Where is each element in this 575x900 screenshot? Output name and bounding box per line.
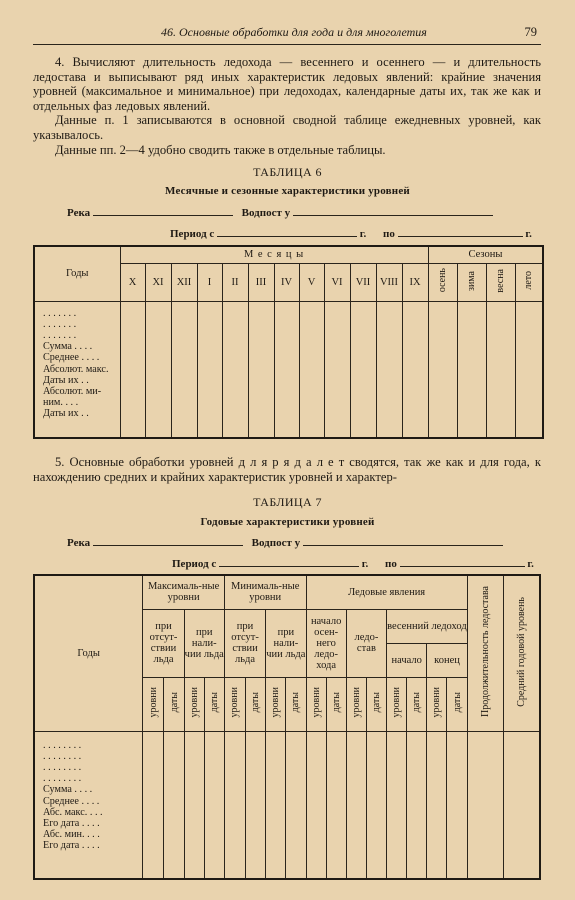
table7-max-absent: при отсут-ствии льда [143, 609, 184, 677]
table7-min-absent: при отсут-ствии льда [224, 609, 265, 677]
paragraph-5: 5. Основные обработки уровней д л я р я д а л е т сводятся, так же как и для года, к нахождению средних и крайних характеристик уровней и характер- [33, 455, 541, 484]
table7-col-years: Годы [34, 575, 143, 731]
table7-grid [33, 574, 541, 880]
table6-season-spring: весна [486, 263, 515, 301]
table6-month-7: VII [350, 263, 376, 301]
table7-max-present: при нали-чии льда [184, 609, 224, 677]
table6-to-blank [398, 228, 523, 237]
table7-name: ТАБЛИЦА 7 [253, 495, 322, 509]
table7-period-label: Период с [172, 558, 217, 570]
table7-river-line [67, 537, 503, 549]
table6-month-12: XII [171, 263, 197, 301]
table7-leaf-levels: уровни [306, 677, 326, 731]
table7-post-blank [303, 537, 503, 546]
table7-leaf-levels: уровни [184, 677, 204, 731]
table6-to-label: по [383, 228, 395, 240]
table6-season-winter: зима [457, 263, 486, 301]
table6-col-years: Годы [34, 246, 120, 301]
table7-leaf-levels: уровни [143, 677, 164, 731]
table7-leaf-levels: уровни [387, 677, 407, 731]
table6-month-2: II [222, 263, 248, 301]
paragraph-4: 4. Вычисляют длительность ледохода — весеннего и осеннего — и длительность ледостава и выписывают ряд иных характеристик ледовых явлений: крайние значения уровней (максимальное и минимальное) при ледоходах, календарные даты их, так же как и отдельных фаз ледовых явлений. [33, 55, 541, 113]
page-number: 79 [524, 25, 537, 39]
table7-spring-end: конец [427, 643, 467, 677]
table7-group-ice: Ледовые явления [306, 575, 467, 609]
intro-text [33, 55, 541, 157]
table7-leaf-dates: даты [164, 677, 184, 731]
table6-post-label: Водпост у [241, 207, 291, 219]
running-head [33, 20, 541, 45]
table7-min-present: при нали-чии льда [266, 609, 306, 677]
table7-spring-start: начало [387, 643, 427, 677]
running-head-title: 46. Основные обработки для года и для многолетия [161, 25, 427, 39]
table7-leaf-levels: уровни [266, 677, 286, 731]
table6-year-end-label: г. [525, 228, 532, 240]
table6-period-label: Период с [170, 228, 215, 240]
table6-season-summer: лето [515, 263, 543, 301]
table6-post-blank [293, 207, 493, 216]
table7-freeze: ледо-став [346, 609, 386, 677]
table7-row-labels: . . . . . . . . . . . . . . . . . . . . . . . . . . . . . . . . Сумма . . . . Среднее . . . . Абс. макс. . . . Его дата . . . . Абс. мин. . . . Его дата . . . . [34, 731, 143, 879]
table7-leaf-levels: уровни [346, 677, 366, 731]
table6-row-labels: . . . . . . . . . . . . . . . . . . . . . Сумма . . . . Среднее . . . . Абсолют. макс. Даты их . . Абсолют. ми- ним. . . . Даты их . . [34, 301, 120, 438]
table6-month-9: IX [402, 263, 428, 301]
table6-month-3: III [248, 263, 274, 301]
table6-month-11: XI [145, 263, 171, 301]
paragraph-data-1: Данные п. 1 записываются в основной сводной таблице ежедневных уровней, как указывалось. [33, 113, 541, 142]
table7-autumn-drift: начало осен-него ледо-хода [306, 609, 346, 677]
table7-post-label: Водпост у [251, 537, 301, 549]
table7-leaf-dates: даты [407, 677, 427, 731]
table7-spring-drift: весенний ледоход [387, 609, 468, 643]
table7-col-mean-level: Средний годовой уровень [503, 575, 540, 731]
table6-month-4: IV [274, 263, 299, 301]
table6-month-1: I [197, 263, 222, 301]
table6-from-blank [217, 228, 357, 237]
table6-month-8: VIII [376, 263, 402, 301]
table6-river-line [67, 207, 493, 219]
table6-river-blank [93, 207, 233, 216]
table7-leaf-dates: даты [246, 677, 266, 731]
table7-subtitle: Годовые характеристики уровней [200, 516, 375, 528]
table7-river-blank [93, 537, 243, 546]
table7-group-min: Минималь-ные уровни [224, 575, 306, 609]
table7-leaf-dates: даты [447, 677, 467, 731]
table6-group-seasons: Сезоны [428, 246, 543, 263]
table6-year-label: г. [359, 228, 367, 240]
table6-group-months: М е с я ц ы [120, 246, 428, 263]
table7-leaf-dates: даты [204, 677, 224, 731]
table7-year-label: г. [361, 558, 369, 570]
table6-grid [33, 245, 544, 439]
table7-leaf-dates: даты [326, 677, 346, 731]
table6-name: ТАБЛИЦА 6 [253, 165, 322, 179]
table7-period-line [172, 558, 534, 570]
table7-to-label: по [385, 558, 397, 570]
table7-leaf-levels: уровни [224, 677, 245, 731]
table7-leaf-dates: даты [286, 677, 306, 731]
table7-leaf-levels: уровни [427, 677, 447, 731]
table7-leaf-dates: даты [366, 677, 386, 731]
table6-month-6: VI [324, 263, 350, 301]
table7-from-blank [219, 558, 359, 567]
table7-to-blank [400, 558, 525, 567]
table6-month-10: X [120, 263, 145, 301]
table6-month-5: V [299, 263, 324, 301]
para5-text [33, 455, 541, 484]
table6-river-label: Река [67, 207, 91, 219]
table7-group-max: Максималь-ные уровни [143, 575, 225, 609]
table7-year-end-label: г. [527, 558, 534, 570]
table6-subtitle: Месячные и сезонные характеристики уровней [165, 185, 410, 197]
table6-season-autumn: осень [428, 263, 457, 301]
table7-river-label: Река [67, 537, 91, 549]
table6-period-line [170, 228, 532, 240]
table7-col-duration: Продолжительность ледостава [467, 575, 503, 731]
paragraph-data-2-4: Данные пп. 2—4 удобно сводить также в отдельные таблицы. [55, 142, 386, 157]
